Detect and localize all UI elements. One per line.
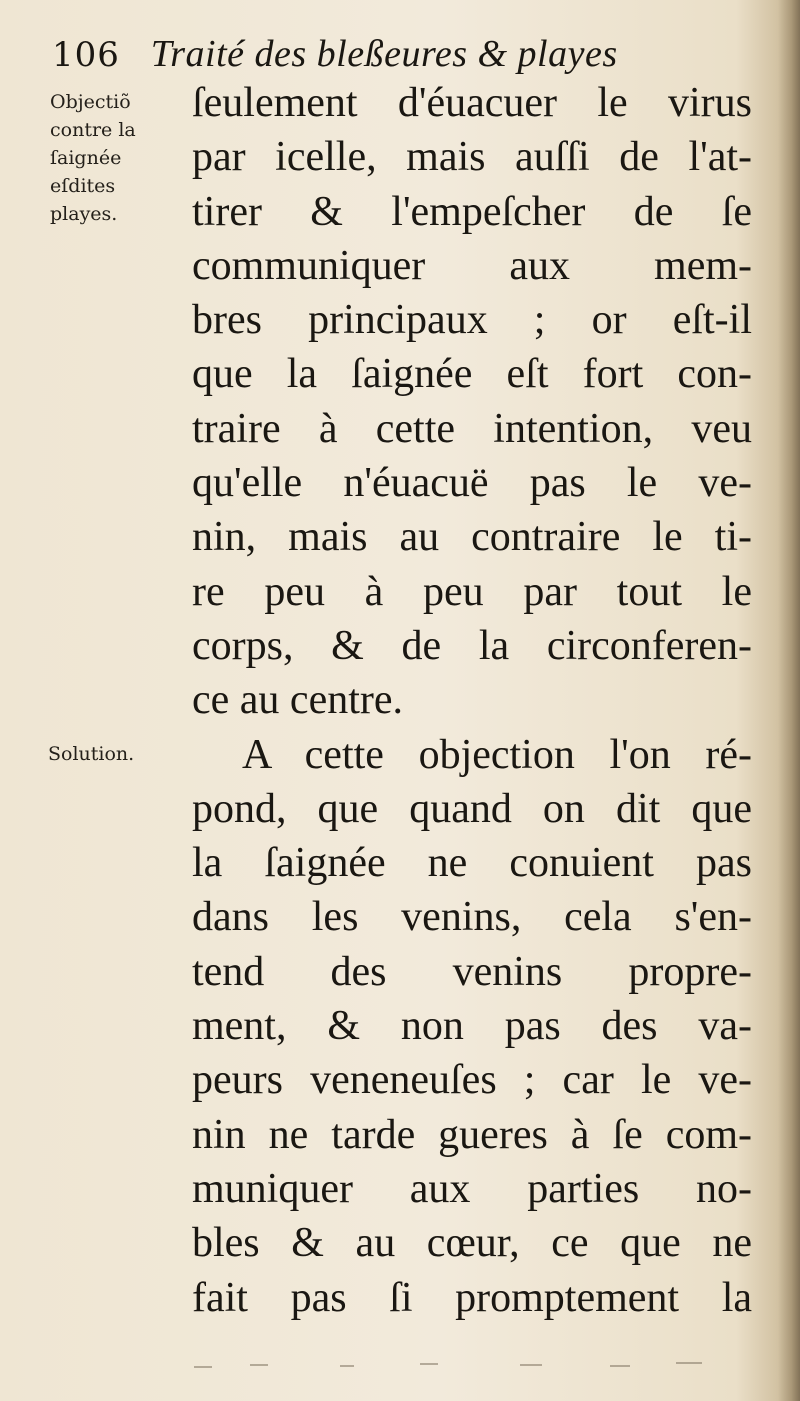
text-line: ce au centre.	[192, 677, 404, 724]
text-line: tend des venins propre-	[192, 948, 752, 995]
margin-note-line: playes.	[50, 203, 118, 225]
margin-note-objection	[50, 88, 136, 228]
margin-note-line: eſdites	[50, 175, 116, 197]
text-line: ment, & non pas des va-	[192, 1003, 752, 1050]
text-line: bles & au cœur, ce que ne	[192, 1220, 752, 1267]
page-header	[52, 32, 618, 77]
text-line: communiquer aux mem-	[192, 242, 752, 289]
text-line: par icelle, mais auſſi de l'at-	[192, 134, 752, 181]
text-line: bres principaux ; or eſt-il	[192, 297, 752, 344]
margin-note-line: Solution.	[48, 743, 135, 765]
text-line: qu'elle n'éuacuë pas le ve-	[192, 460, 752, 507]
text-line: muniquer aux parties no-	[192, 1165, 752, 1212]
text-line: la ſaignée ne conuient pas	[192, 840, 752, 887]
text-line: nin ne tarde gueres à ſe com-	[192, 1111, 752, 1158]
text-line: ſeulement d'éuacuer le virus	[192, 80, 752, 126]
text-line: fait pas ſi promptement la	[192, 1274, 752, 1321]
text-line: pond, que quand on dit que	[192, 785, 752, 832]
margin-note-line: Objectiõ	[50, 91, 131, 113]
margin-note-line: contre la	[50, 119, 136, 141]
text-line: tirer & l'empeſcher de ſe	[192, 188, 752, 235]
margin-note-solution	[48, 740, 134, 768]
text-line: A cette objection l'on ré-	[242, 731, 752, 778]
page-gutter-shadow	[778, 0, 800, 1401]
running-title: Traité des bleßeures & playes	[150, 33, 618, 75]
text-line: que la ſaignée eſt fort con-	[192, 351, 752, 398]
faded-bottom-marks	[190, 1345, 710, 1385]
text-line: nin, mais au contraire le ti-	[192, 514, 752, 561]
page-number: 106	[52, 35, 120, 75]
text-line: dans les venins, cela s'en-	[192, 894, 752, 941]
text-line: re peu à peu par tout le	[192, 568, 752, 615]
text-line: traire à cette intention, veu	[192, 405, 752, 452]
text-line: corps, & de la circonferen-	[192, 622, 752, 669]
margin-note-line: ſaignée	[50, 147, 122, 169]
text-line: peurs veneneuſes ; car le ve-	[192, 1057, 752, 1104]
body-text	[192, 76, 752, 1325]
